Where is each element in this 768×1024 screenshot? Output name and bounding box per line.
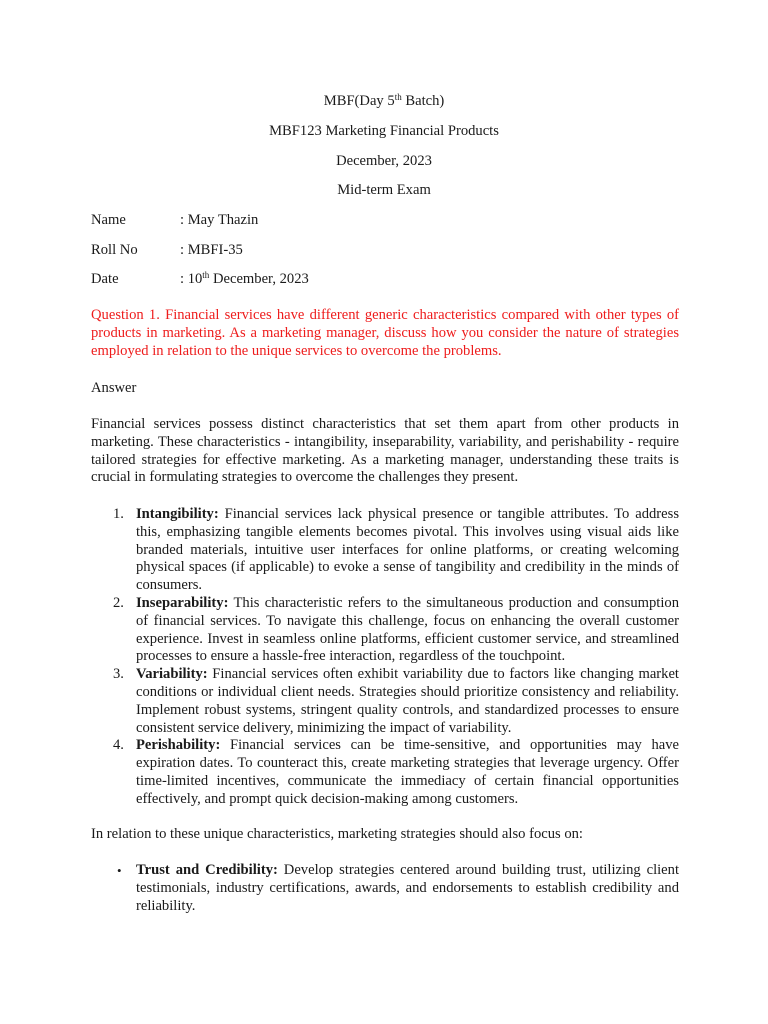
list-item-number: 1. xyxy=(113,506,124,522)
list-item xyxy=(91,737,679,808)
list-item-text: Financial services can be time-sensitive, and opportunities may have expiration dates. To counteract this, create marketing strategies that leverage urgency. Offer time-limited incentives, communicate the immediacy of certain financial opportunities effectively, and prompt quick decision-making among customers. xyxy=(136,737,679,807)
name-label: Name xyxy=(91,212,126,228)
list-item-number: 4. xyxy=(113,737,124,754)
list-item-term: Intangibility: xyxy=(136,506,219,522)
list-item-text: Develop strategies centered around building trust, utilizing client testimonials, industry certifications, awards, and endorsements to establish credibility and reliability. xyxy=(136,862,680,914)
list-item-text: Financial services lack physical presence or tangible attributes. To address this, emphasizing tangible elements becomes pivotal. This involves using visual aids like branded materials, intuitive user interfaces for online platforms, or creating welcoming physical spaces (if applicable) to evoke a sense of tangibility and credibility in the minds of consumers. xyxy=(136,506,679,594)
bullet-icon: • xyxy=(117,863,122,878)
batch-heading-sup: th xyxy=(394,92,402,102)
date-label: Date xyxy=(91,271,119,287)
date-value xyxy=(180,271,309,289)
list-item-term: Inseparability: xyxy=(136,594,229,611)
batch-heading xyxy=(0,93,768,111)
exam-date: December, 2023 xyxy=(336,153,432,169)
characteristics-list xyxy=(91,506,679,809)
relation-paragraph: In relation to these unique characteristics, marketing strategies should also focus on: xyxy=(91,826,583,842)
name-value: : May Thazin xyxy=(180,212,259,228)
list-item-number: 3. xyxy=(113,666,124,683)
batch-heading-prefix: MBF(Day 5 xyxy=(323,93,395,109)
answer-label: Answer xyxy=(91,380,137,396)
list-item-term: Perishability: xyxy=(136,737,221,754)
list-item-number: 2. xyxy=(113,594,124,611)
course-title: MBF123 Marketing Financial Products xyxy=(269,123,499,139)
focus-list xyxy=(91,862,679,915)
question-text: Question 1. Financial services have different generic characteristics compared with other types of products in marketing. As a marketing manager, discuss how you consider the nature of strategies employed in relation to the unique services to overcome the problems. xyxy=(91,307,679,359)
list-item-term: Trust and Credibility: xyxy=(136,862,278,878)
intro-paragraph: Financial services possess distinct characteristics that set them apart from other products in marketing. These characteristics - intangibility, inseparability, variability, and perishability - require tailored strategies for effective marketing. As a marketing manager, understanding these traits is crucial in formulating strategies to overcome the challenges they present. xyxy=(91,416,679,486)
list-item-term: Variability: xyxy=(136,666,208,683)
exam-title: Mid-term Exam xyxy=(337,182,431,198)
list-item xyxy=(91,506,679,595)
list-item xyxy=(91,862,679,915)
roll-label: Roll No xyxy=(91,242,138,258)
list-item xyxy=(91,666,679,737)
date-value-suffix: December, 2023 xyxy=(209,271,309,287)
list-item-text: Financial services often exhibit variability due to factors like changing market conditions or individual client needs. Strategies should prioritize consistency and reliability. Implement robust systems, stringent quality controls, and standardized processes to ensure consistent service delivery, minimizing the impact of variability. xyxy=(136,666,679,736)
date-value-sup: th xyxy=(202,270,210,280)
list-item xyxy=(91,595,679,666)
date-value-prefix: : 10 xyxy=(180,271,203,287)
batch-heading-suffix: Batch) xyxy=(401,93,445,109)
roll-value: : MBFI-35 xyxy=(180,242,243,258)
list-item-text: This characteristic refers to the simultaneous production and consumption of financial services. To navigate this challenge, focus on enhancing the overall customer experience. Invest in seamless online platforms, efficient customer service, and streamlined processes to ensure a hassle-free interaction, regardless of the touchpoint. xyxy=(136,594,679,665)
